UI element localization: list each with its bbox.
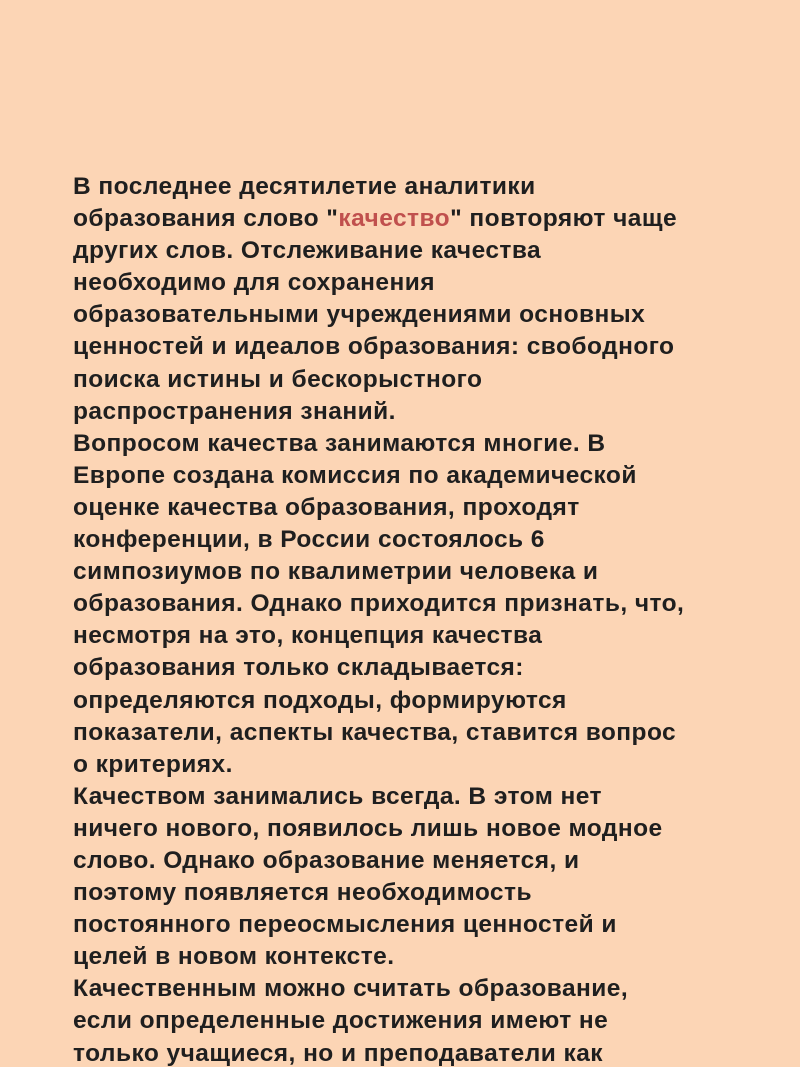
text-line: поиска истины и бескорыстного — [73, 365, 483, 393]
highlighted-word: качество — [338, 205, 451, 233]
text-line: определяются подходы, формируются — [73, 686, 567, 714]
text-line: оценке качества образования, проходят — [73, 493, 580, 521]
text-line: поэтому появляется необходимость — [73, 879, 532, 907]
text-line: если определенные достижения имеют не — [73, 1007, 609, 1035]
paragraph-quality-definition — [73, 973, 733, 1067]
text-line: образования только складывается: — [73, 654, 524, 682]
text-line: постоянного переосмысления ценностей и — [73, 911, 617, 939]
text-line: Европе создана комиссия по академической — [73, 461, 637, 489]
text-line: Вопросом качества занимаются многие. В — [73, 429, 606, 457]
text-line: других слов. Отслеживание качества — [73, 237, 542, 265]
text-line: конференции, в России состоялось 6 — [73, 526, 545, 554]
text-line: симпозиумов по квалиметрии человека и — [73, 558, 599, 586]
text-line: ничего нового, появилось лишь новое модное — [73, 814, 663, 842]
text-line: целей в новом контексте. — [73, 943, 395, 971]
paragraph-intro — [73, 171, 733, 428]
text-line: слово. Однако образование меняется, и — [73, 846, 580, 874]
text-line: распространения знаний. — [73, 397, 396, 425]
text-line: о критериях. — [73, 750, 233, 778]
paragraph-quality-efforts — [73, 428, 733, 781]
text-line: образовательными учреждениями основных — [73, 301, 646, 329]
text-line: образования. Однако приходится признать, что, — [73, 590, 685, 618]
text-line: необходимо для сохранения — [73, 269, 436, 297]
text-line: В последнее десятилетие аналитики — [73, 173, 536, 200]
text-line: Качественным можно считать образование, — [73, 975, 629, 1003]
text-line: несмотря на это, концепция качества — [73, 622, 543, 650]
text-line: ценностей и идеалов образования: свободного — [73, 333, 675, 361]
text-block — [73, 171, 733, 1067]
text-line — [73, 203, 733, 235]
text-fragment: " повторяют чаще — [450, 205, 678, 233]
text-line: Качеством занимались всегда. В этом нет — [73, 782, 602, 810]
text-line: показатели, аспекты качества, ставится вопрос — [73, 718, 677, 746]
text-line: только учащиеся, но и преподаватели как — [73, 1039, 603, 1067]
paragraph-always-quality — [73, 781, 733, 974]
text-fragment: образования слово " — [73, 205, 339, 233]
